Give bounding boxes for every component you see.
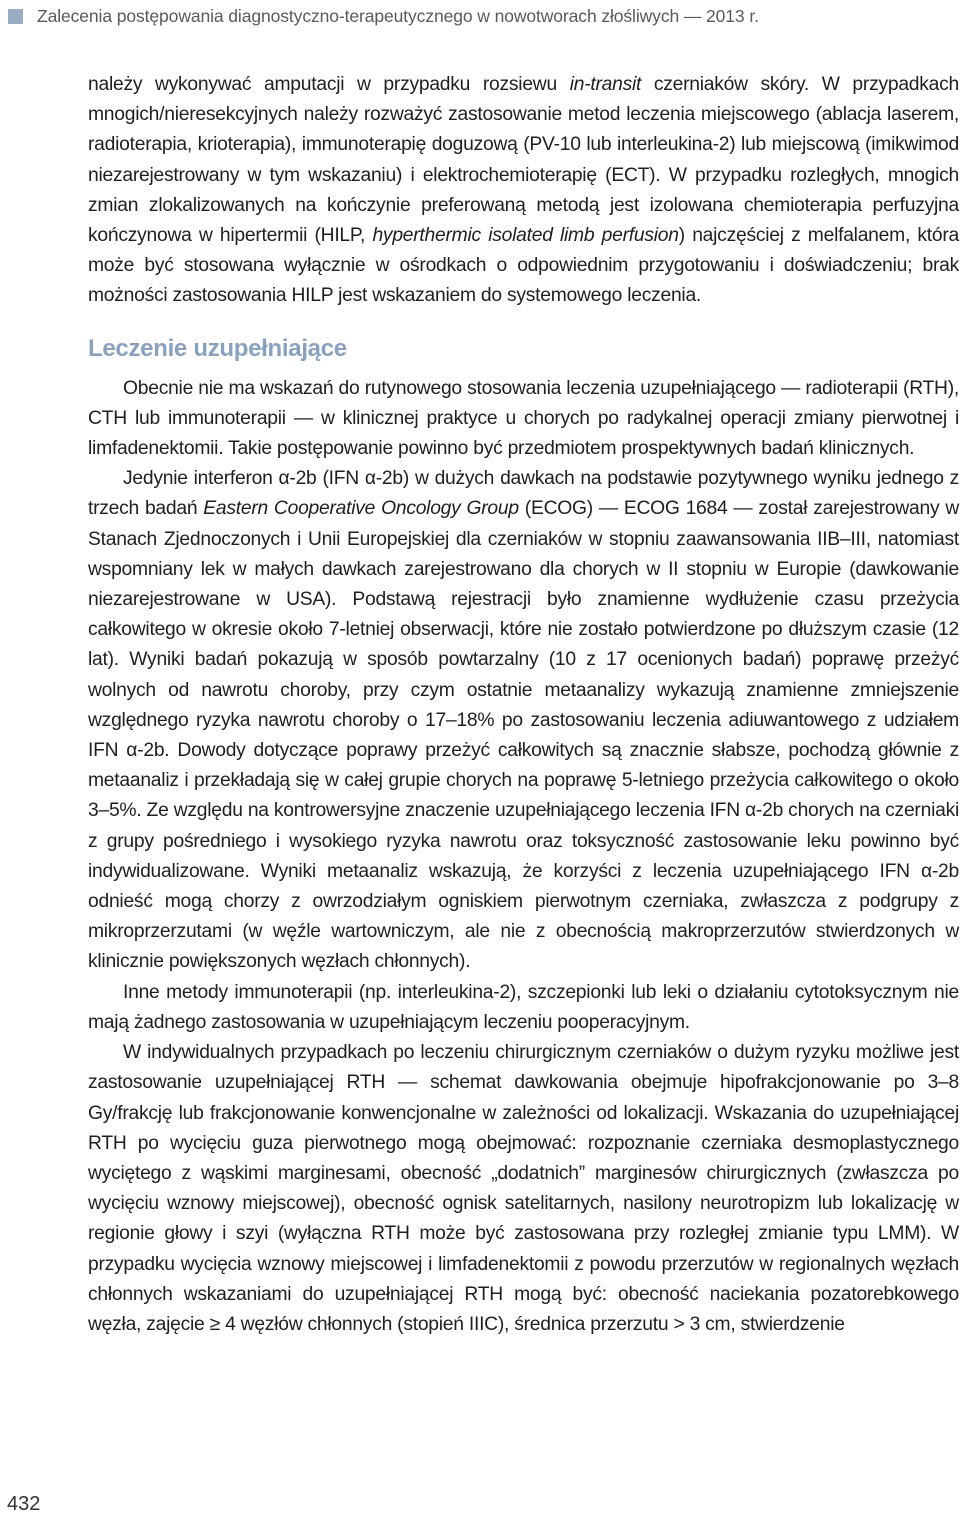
- body-paragraph: Inne metody immunoterapii (np. interleukina-2), szczepionki lub leki o działaniu cytotoksycznym nie mają żadnego zastosowania w uzupełniającym leczeniu pooperacyjnym.: [88, 981, 959, 1033]
- italic-term: in-transit: [569, 74, 642, 95]
- header-marker: [8, 9, 23, 24]
- body-paragraph: Obecnie nie ma wskazań do rutynowego stosowania leczenia uzupełniającego — radioterapii (RTH), CTH lub immunoterapii — w klinicznej praktyce u chorych po radykalnej operacji zmiany pierwotnej i limfadenektomii. Takie postępowanie powinno być przedmiotem prospektywnych badań klinicznych.: [88, 377, 959, 460]
- running-header-title: Zalecenia postępowania diagnostyczno-terapeutycznego w nowotworach złośliwych — 2013 r.: [37, 5, 759, 26]
- italic-term: Eastern Cooperative Oncology Group: [203, 498, 519, 520]
- running-header: [0, 4, 759, 28]
- body-paragraph: W indywidualnych przypadkach po leczeniu chirurgicznym czerniaków o dużym ryzyku możliwe jest zastosowanie uzupełniającej RTH — schemat dawkowania obejmuje hipofrakcjonowanie po 3–8 Gy/frakcję lub frakcjonowanie konwencjonalne w zależności od lokalizacji. Wskazania do uzupełniającej RTH po wycięciu guza pierwotnego mogą obejmować: rozpoznanie czerniaka desmoplastycznego wyciętego z wąskimi marginesami, obecność „dodatnich” marginesów chirurgicznych (zwłaszcza po wycięciu wznowy miejscowej), obecność ognisk satelitarnych, nasilony neurotropizm lub lokalizację w regionie głowy i szyi (wyłączna RTH może być zastosowana przy rozległej zmianie typu LMM). W przypadku wycięcia wznowy miejscowej i limfadenektomii z powodu przerzutów w regionalnych węzłach chłonnych wskazaniami do uzupełniającej RTH mogą być: obecność naciekania pozatorebkowego węzła, zajęcie ≥ 4 węzłów chłonnych (stopień IIIC), średnica przerzutu > 3 cm, stwierdzenie: [88, 1042, 959, 1335]
- page-number: 432: [7, 1493, 41, 1515]
- section-heading: Leczenie uzupełniające: [88, 334, 347, 362]
- body-paragraph: Jedynie interferon α-2b (IFN α-2b) w dużych dawkach na podstawie pozytywnego wyniku jednego z trzech badań Eastern Cooperative Oncology Group (ECOG) — ECOG 1684 — został zarejestrowany w Stanach Zjednoczonych i Unii Europejskiej dla czerniaków w stopniu zaawansowania IIB–III, natomiast wspomniany lek w małych dawkach zarejestrowano dla chorych w II stopniu w Europie (dawkowanie niezarejestrowane w USA). Podstawą rejestracji było znamienne wydłużenie czasu przeżycia całkowitego w okresie około 7-letniej obserwacji, które nie zostało potwierdzone po dłuższym czasie (12 lat). Wyniki badań pokazują w sposób powtarzalny (10 z 17 ocenionych badań) poprawę przeżyć wolnych od nawrotu choroby, przy czym ostatnie metaanalizy wykazują znamienne zmniejszenie względnego ryzyka nawrotu choroby o 17–18% po zastosowaniu leczenia adiuwantowego z udziałem IFN α-2b. Dowody dotyczące poprawy przeżyć całkowitych są znacznie słabsze, pochodzą głównie z metaanaliz i przekładają się w całej grupie chorych na poprawę 5-letniego przeżycia całkowitego o około 3–5%. Ze względu na kontrowersyjne znaczenie uzupełniającego leczenia IFN α-2b chorych na czerniaki z grupy pośredniego i wysokiego ryzyka nawrotu oraz toksyczność zastosowanie leku powinno być indywidualizowane. Wyniki metaanaliz wskazują, że korzyści z leczenia uzupełniającego IFN α-2b odnieść mogą chorzy z owrzodziałym ogniskiem pierwotnym czerniaka, zwłaszcza z podgrupy z mikroprzerzutami (w węźle wartowniczym, ale nie z obecnością makroprzerzutów stwierdzonych w klinicznie powiększonych węzłach chłonnych).: [88, 468, 959, 973]
- body-paragraph: należy wykonywać amputacji w przypadku rozsiewu in-transit czerniaków skóry. W przypadkach mnogich/nieresekcyjnych należy rozważyć zastosowanie metod leczenia miejscowego (ablacja laserem, radioterapia, krioterapia), immunoterapię doguzową (PV-10 lub interleukina-2) lub miejscową (imikwimod niezarejestrowany w tym wskazaniu) i elektrochemioterapię (ECT). W przypadku rozległych, mnogich zmian zlokalizowanych na kończynie preferowaną metodą jest izolowana chemioterapia perfuzyjna kończynowa w hipertermii (HILP, hyperthermic isolated limb perfusion) najczęściej z melfalanem, która może być stosowana wyłącznie w ośrodkach o odpowiednim przygotowaniu i doświadczeniu; brak możności zastosowania HILP jest wskazaniem do systemowego leczenia.: [88, 74, 959, 307]
- italic-term: hyperthermic isolated limb perfusion: [372, 225, 679, 247]
- page-body: [88, 70, 959, 1340]
